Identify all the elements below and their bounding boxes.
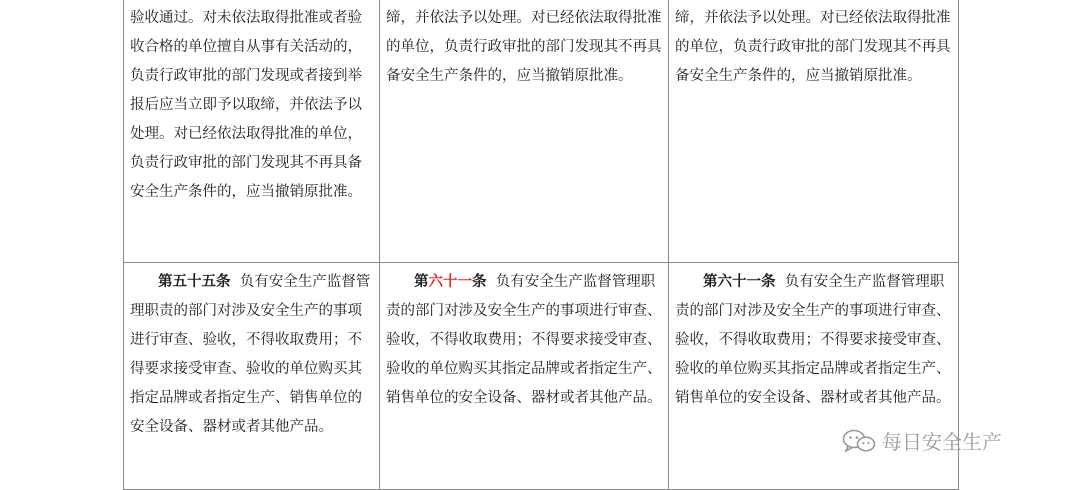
table-row: [124, 0, 959, 263]
cell-text: 验收通过。对未依法取得批准或者验收合格的单位擅自从事有关活动的，负责行政审批的部门发现或者接到举报后应当立即予以取缔，并依法予以处理。对已经依法取得批准的单位，负责行政审批的部门发现其不再具备安全生产条件的，应当撤销原批准。: [130, 10, 362, 200]
article-number-changed: 六十一: [428, 273, 472, 290]
wechat-icon: [842, 428, 876, 454]
cell-text: 缔，并依法予以处理。对已经依法取得批准的单位，负责行政审批的部门发现其不再具备安全生产条件的，应当撤销原批准。: [386, 10, 662, 84]
table-cell-new-law: [669, 263, 959, 490]
article-suffix: 条: [472, 273, 487, 290]
comparison-table: [123, 0, 959, 490]
watermark-text: 每日安全生产: [882, 430, 1002, 454]
cell-text: 缔，并依法予以处理。对已经依法取得批准的单位，负责行政审批的部门发现其不再具备安全生产条件的，应当撤销原批准。: [675, 10, 951, 84]
cell-text: 负有安全生产监督管理职责的部门对涉及安全生产的事项进行审查、验收，不得收取费用；不得要求接受审查、验收的单位购买其指定品牌或者指定生产、销售单位的安全设备、器材或者其他产品。: [130, 274, 371, 435]
table-cell-draft: [380, 0, 669, 263]
table-cell-old-law: [124, 0, 380, 263]
article-number: 第五十五条: [158, 273, 231, 290]
article-prefix: 第: [414, 273, 429, 290]
table-row: [124, 263, 959, 490]
table-cell-old-law: [124, 263, 380, 490]
table-cell-draft: [380, 263, 669, 490]
table-cell-new-law: [669, 0, 959, 263]
watermark: [842, 426, 1002, 455]
article-number: [414, 273, 487, 290]
cell-text: 负有安全生产监督管理职责的部门对涉及安全生产的事项进行审查、验收，不得收取费用；不得要求接受审查、验收的单位购买其指定品牌或者指定生产、销售单位的安全设备、器材或者其他产品。: [386, 274, 662, 406]
article-number: 第六十一条: [703, 273, 776, 290]
cell-text: 负有安全生产监督管理职责的部门对涉及安全生产的事项进行审查、验收，不得收取费用；不得要求接受审查、验收的单位购买其指定品牌或者指定生产、销售单位的安全设备、器材或者其他产品。: [675, 274, 951, 406]
